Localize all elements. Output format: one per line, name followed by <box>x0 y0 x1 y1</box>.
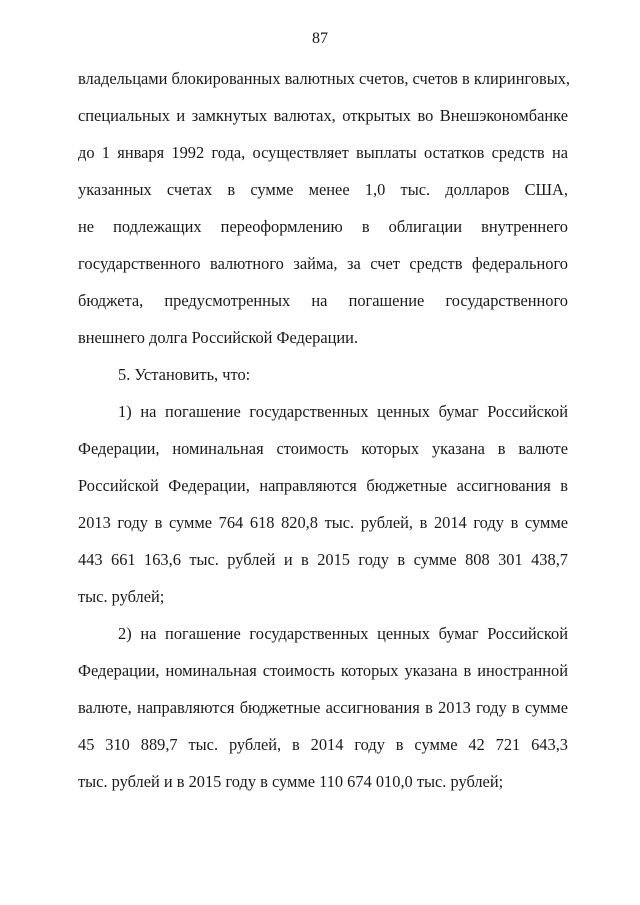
text-line: 1) на погашение государственных ценных бумаг Российской <box>118 402 568 421</box>
text-line: 443 661 163,6 тыс. рублей и в 2015 году в сумме 808 301 438,7 <box>78 550 568 569</box>
text-line: тыс. рублей и в 2015 году в сумме 110 674 010,0 тыс. рублей; <box>78 772 504 791</box>
page-number: 87 <box>312 30 328 47</box>
text-line: Российской Федерации, направляются бюджетные ассигнования в <box>78 476 568 495</box>
text-line: 45 310 889,7 тыс. рублей, в 2014 году в сумме 42 721 643,3 <box>78 735 568 754</box>
text-line: 2013 году в сумме 764 618 820,8 тыс. рублей, в 2014 году в сумме <box>78 513 568 532</box>
text-line: государственного валютного займа, за счет средств федерального <box>78 254 568 273</box>
document-body <box>78 60 571 800</box>
text-line: специальных и замкнутых валютах, открытых во Внешэкономбанке <box>78 106 568 125</box>
text-line: указанных счетах в сумме менее 1,0 тыс. долларов США, <box>78 180 568 199</box>
section-heading: 5. Установить, что: <box>118 365 251 384</box>
text-line: до 1 января 1992 года, осуществляет выплаты остатков средств на <box>78 143 568 162</box>
text-line: Федерации, номинальная стоимость которых указана в иностранной <box>78 661 568 680</box>
text-line: владельцами блокированных валютных счетов, счетов в клиринговых, <box>78 69 571 88</box>
text-line: не подлежащих переоформлению в облигации внутреннего <box>78 217 568 236</box>
text-line: Федерации, номинальная стоимость которых указана в валюте <box>78 439 568 458</box>
text-line: валюте, направляются бюджетные ассигнования в 2013 году в сумме <box>78 698 568 717</box>
text-line: бюджета, предусмотренных на погашение государственного <box>78 291 568 310</box>
text-line: внешнего долга Российской Федерации. <box>78 328 359 347</box>
text-line: тыс. рублей; <box>78 587 165 606</box>
text-line: 2) на погашение государственных ценных бумаг Российской <box>118 624 568 643</box>
